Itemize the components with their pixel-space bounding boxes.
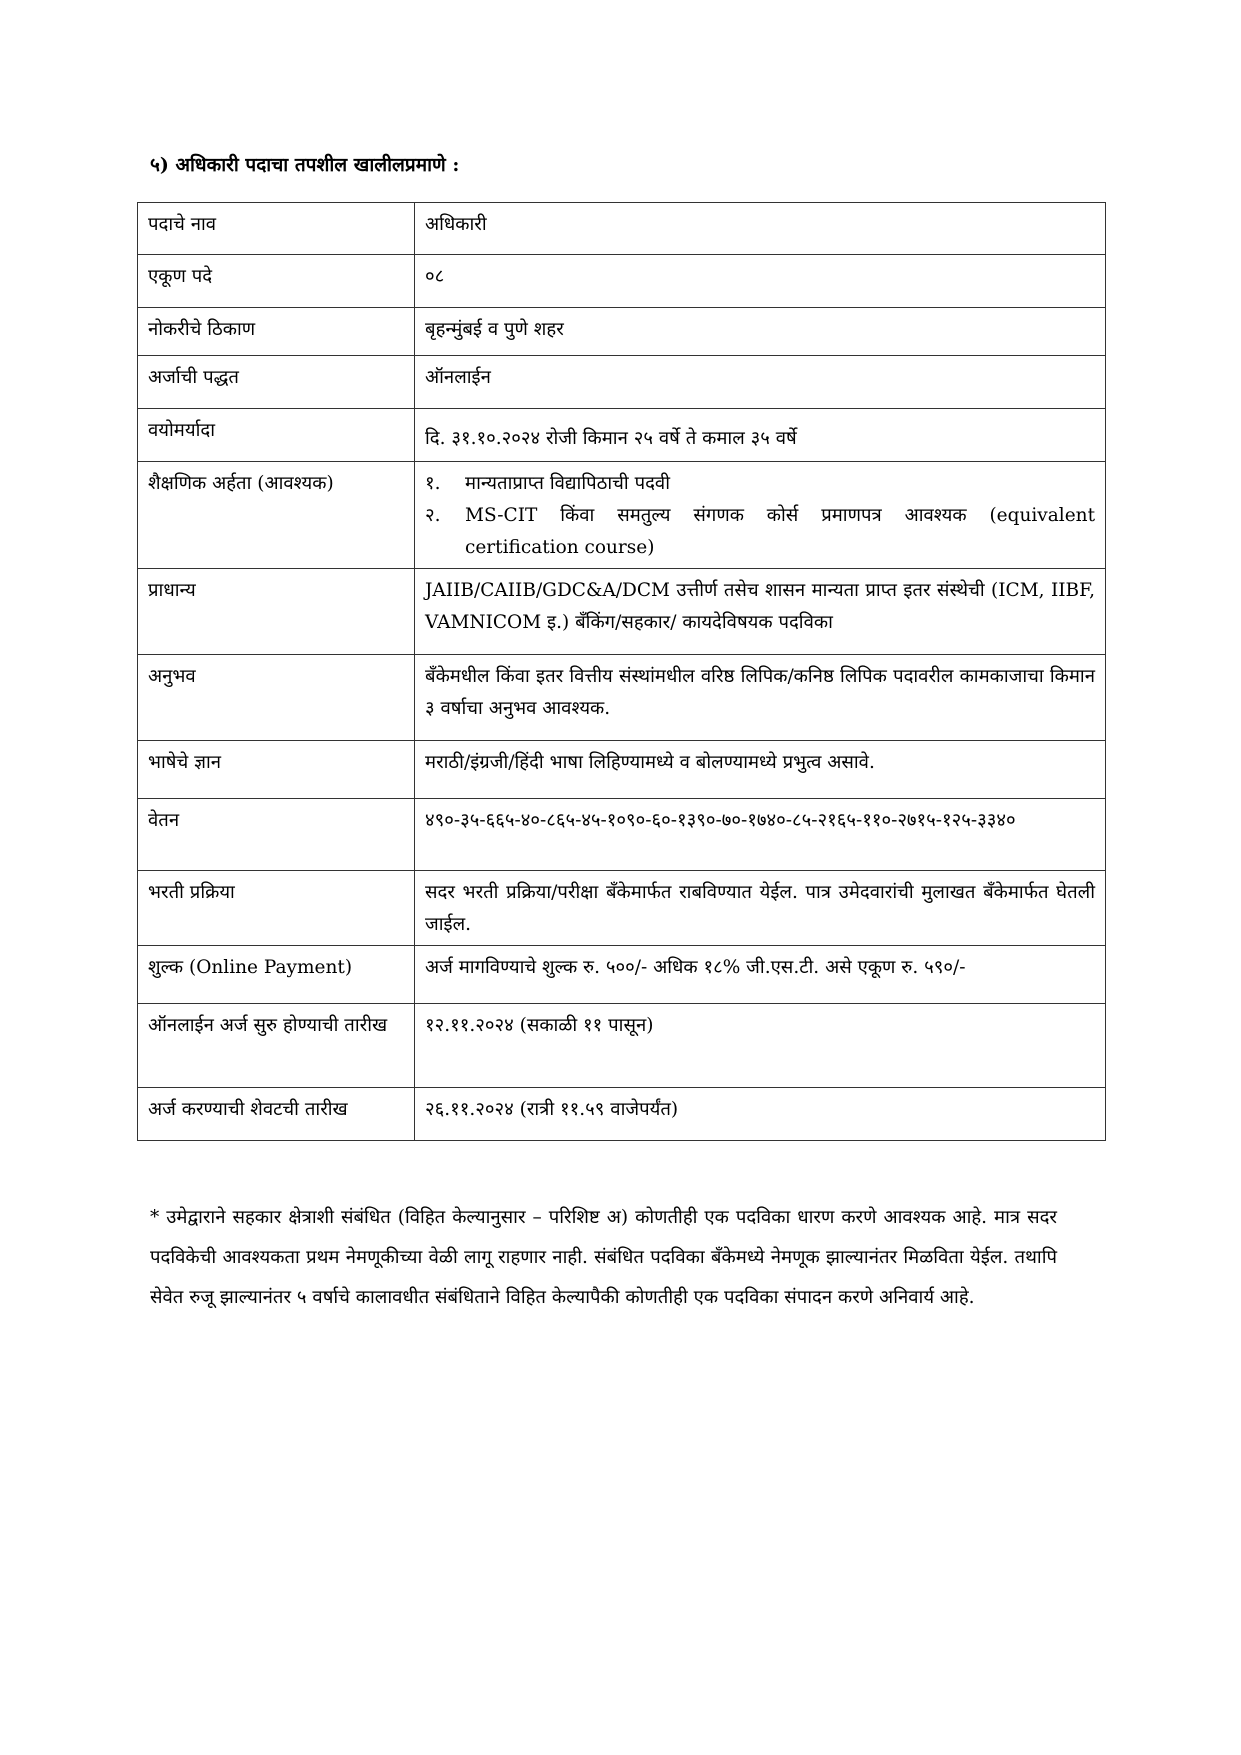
table-row [138, 655, 1106, 741]
list-text: MS-CIT किंवा समतुल्य संगणक कोर्स प्रमाणपत्र आवश्यक (equivalent certification course) [465, 505, 1095, 558]
row-label: भाषेचे ज्ञान [138, 741, 415, 799]
table-row [138, 799, 1106, 871]
table-row [138, 741, 1106, 799]
row-label: अर्जाची पद्धत [138, 356, 415, 409]
row-label: अनुभव [138, 655, 415, 741]
table-row [138, 462, 1106, 569]
list-number: १. [425, 473, 441, 494]
row-label: एकूण पदे [138, 255, 415, 308]
row-value: बँकेमधील किंवा इतर वित्तीय संस्थांमधील वरिष्ठ लिपिक/कनिष्ठ लिपिक पदावरील कामकाजाचा किमान ३ वर्षाचा अनुभव आवश्यक. [415, 655, 1106, 741]
table-row [138, 871, 1106, 946]
list-number: २. [425, 505, 441, 526]
table-row [138, 569, 1106, 655]
row-value: अधिकारी [415, 203, 1106, 255]
row-value: JAIIB/CAIIB/GDC&A/DCM उत्तीर्ण तसेच शासन मान्यता प्राप्त इतर संस्थेची (ICM, IIBF, VAMNICOM इ.) बँकिंग/सहकार/ कायदेविषयक पदविका [415, 569, 1106, 655]
table-row [138, 946, 1106, 1004]
row-label: शुल्क (Online Payment) [138, 946, 415, 1004]
row-value: अर्ज मागविण्याचे शुल्क रु. ५००/- अधिक १८% जी.एस.टी. असे एकूण रु. ५९०/- [415, 946, 1106, 1004]
officer-post-details-table [137, 202, 1106, 1141]
row-value: ४९०-३५-६६५-४०-८६५-४५-१०९०-६०-१३९०-७०-१७४०-८५-२१६५-११०-२७१५-१२५-३३४० [415, 799, 1106, 871]
table-row [138, 1004, 1106, 1088]
row-label: ऑनलाईन अर्ज सुरु होण्याची तारीख [138, 1004, 415, 1088]
row-label: अर्ज करण्याची शेवटची तारीख [138, 1088, 415, 1141]
row-value: ऑनलाईन [415, 356, 1106, 409]
table-row [138, 255, 1106, 308]
table-row [138, 203, 1106, 255]
row-label: शैक्षणिक अर्हता (आवश्यक) [138, 462, 415, 569]
row-value: सदर भरती प्रक्रिया/परीक्षा बँकेमार्फत राबविण्यात येईल. पात्र उमेदवारांची मुलाखत बँकेमार्फत घेतली जाईल. [415, 871, 1106, 946]
list-text: मान्यताप्राप्त विद्यापिठाची पदवी [465, 473, 671, 494]
list-item [425, 500, 1095, 564]
row-label: प्राधान्य [138, 569, 415, 655]
row-value: १२.११.२०२४ (सकाळी ११ पासून) [415, 1004, 1106, 1088]
row-label: वयोमर्यादा [138, 409, 415, 462]
list-item [425, 468, 1095, 500]
row-value: ०८ [415, 255, 1106, 308]
row-value: २६.११.२०२४ (रात्री ११.५९ वाजेपर्यंत) [415, 1088, 1106, 1141]
qualification-list [425, 468, 1095, 564]
row-label: पदाचे नाव [138, 203, 415, 255]
row-label: नोकरीचे ठिकाण [138, 308, 415, 356]
section-heading: ५) अधिकारी पदाचा तपशील खालीलप्रमाणे : [150, 154, 460, 176]
row-label: भरती प्रक्रिया [138, 871, 415, 946]
footnote: * उमेद्वाराने सहकार क्षेत्राशी संबंधित (विहित केल्यानुसार – परिशिष्ट अ) कोणतीही एक पदविका धारण करणे आवश्यक आहे. मात्र सदर पदविकेची आवश्यकता प्रथम नेमणूकीच्या वेळी लागू राहणार नाही. संबंधित पदविका बँकेमध्ये नेमणूक झाल्यानंतर मिळविता येईल. तथापि सेवेत रुजू झाल्यानंतर ५ वर्षाचे कालावधीत संबंधिताने विहित केल्यापैकी कोणतीही एक पदविका संपादन करणे अनिवार्य आहे. [150, 1207, 1058, 1308]
row-value: बृहन्मुंबई व पुणे शहर [415, 308, 1106, 356]
row-value: दि. ३१.१०.२०२४ रोजी किमान २५ वर्षे ते कमाल ३५ वर्षे [415, 409, 1106, 462]
table-row [138, 409, 1106, 462]
row-label: वेतन [138, 799, 415, 871]
row-value: मराठी/इंग्रजी/हिंदी भाषा लिहिण्यामध्ये व बोलण्यामध्ये प्रभुत्व असावे. [415, 741, 1106, 799]
row-value [415, 462, 1106, 569]
table-row [138, 356, 1106, 409]
table-row [138, 308, 1106, 356]
table-row [138, 1088, 1106, 1141]
